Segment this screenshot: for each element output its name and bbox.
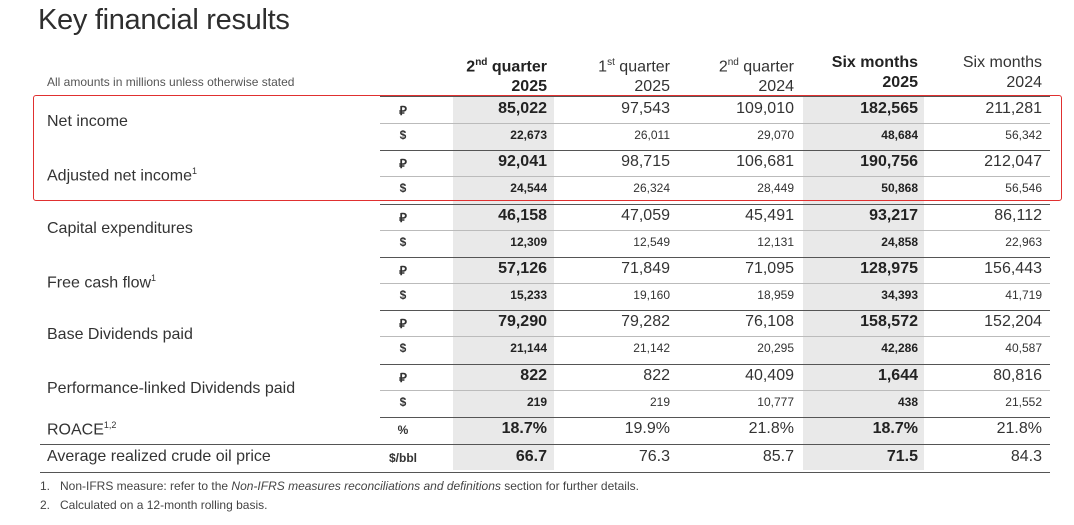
row-label: [47, 420, 116, 439]
row-label-text: Performance-linked Dividends paid: [47, 379, 296, 397]
value-sar: 182,565: [860, 100, 918, 117]
footnote-text-post: section for further details.: [500, 479, 639, 493]
row-rule: [40, 472, 1050, 473]
value-usd: 438: [897, 394, 918, 409]
row-mid-rule: [380, 390, 1050, 391]
unit-sar: ⃁: [399, 103, 407, 118]
highlight-box: [33, 95, 1062, 201]
row-label-text: Free cash flow: [47, 274, 152, 292]
row-rule: [380, 204, 1050, 205]
row-label: [47, 326, 193, 344]
value-sar: 47,059: [621, 206, 670, 224]
row-label: [47, 448, 271, 466]
value-usd: 21,142: [633, 341, 670, 356]
value-sar: 106,681: [736, 153, 794, 171]
column-header-year: 2025: [511, 78, 547, 96]
unit-usd: $: [399, 287, 407, 302]
row-rule: [380, 417, 1050, 418]
row-label: [47, 273, 156, 292]
value: 85.7: [762, 448, 794, 465]
value-usd: 10,777: [757, 394, 794, 409]
column-header-line1: [902, 53, 1042, 73]
value-usd: 12,131: [757, 234, 794, 249]
row-label-text: Adjusted net income: [47, 167, 192, 185]
row-rule: [380, 257, 1050, 258]
value-usd: 22,963: [1005, 234, 1042, 249]
column-header: [778, 53, 918, 93]
row-label-text: Average realized crude oil price: [47, 448, 271, 465]
value-sar: 190,756: [860, 153, 918, 171]
value-usd: 48,684: [881, 128, 918, 142]
value-sar: 97,543: [621, 100, 670, 117]
page-title: Key financial results: [38, 4, 290, 36]
value-usd: 219: [649, 394, 670, 409]
column-header: [902, 53, 1042, 93]
column-header-rest: quarter: [487, 58, 547, 76]
value: 84.3: [1010, 448, 1042, 465]
value-usd: 21,144: [510, 341, 547, 356]
unit-label: %: [397, 423, 409, 437]
column-header-main: 2: [718, 58, 728, 76]
value-usd: 219: [526, 394, 547, 409]
value-usd: 56,546: [1005, 181, 1042, 196]
value-sar: 57,126: [498, 259, 547, 277]
column-header: [407, 53, 547, 97]
value-usd: 34,393: [881, 287, 918, 302]
unit-sar: ⃁: [399, 369, 407, 385]
value-sar: 76,108: [745, 313, 794, 331]
value-sar: 71,849: [621, 259, 670, 277]
value-usd: 26,324: [633, 181, 670, 196]
value-sar: 1,644: [877, 366, 918, 384]
column-header-main: Six months: [831, 54, 918, 71]
value-sar: 156,443: [984, 259, 1042, 277]
value-usd: 20,295: [757, 341, 794, 356]
column-header-main: 1: [598, 58, 608, 76]
value-sar: 79,282: [621, 313, 670, 331]
value-sar: 79,290: [498, 313, 547, 331]
value-sar: 212,047: [984, 153, 1042, 171]
column-header: [530, 53, 670, 97]
value-usd: 41,719: [1005, 287, 1042, 302]
value-sar: 71,095: [745, 259, 794, 277]
value-sar: 93,217: [869, 206, 918, 224]
row-label-sup: 1: [151, 272, 157, 283]
column-header-main: 2: [466, 58, 476, 76]
value-sar: 80,816: [993, 366, 1042, 384]
row-label-sup: 1: [191, 166, 197, 177]
column-header-line1: [530, 53, 670, 77]
value: 76.3: [638, 448, 670, 465]
value-usd: 24,544: [510, 181, 547, 196]
column-header-rest: quarter: [738, 58, 794, 76]
value-sar: 822: [643, 366, 670, 384]
unit-usd: $: [399, 181, 407, 196]
value-sar: 85,022: [498, 100, 547, 117]
unit-usd: $: [399, 341, 407, 356]
column-header-sup: st: [607, 57, 615, 68]
value-sar: 86,112: [994, 206, 1042, 224]
value: 18.7%: [501, 420, 547, 437]
column-header-year: 2025: [634, 78, 670, 96]
value-sar: 92,041: [498, 153, 547, 171]
footnote-2: [40, 498, 267, 512]
value-sar: 211,281: [985, 100, 1042, 117]
value-usd: 56,342: [1005, 128, 1042, 142]
row-label-text: Base Dividends paid: [47, 326, 193, 344]
row-label-sup: 1,2: [103, 420, 117, 430]
value-usd: 28,449: [757, 181, 794, 196]
value-usd: 18,959: [757, 287, 794, 302]
row-label: [47, 220, 193, 238]
value-sar: 46,158: [498, 206, 547, 224]
footnote-number: 2.: [40, 498, 51, 512]
column-header-line1: [407, 53, 547, 77]
row-label: [47, 380, 295, 398]
unit-usd: $: [399, 394, 407, 409]
value: 18.7%: [872, 420, 918, 437]
value-usd: 12,549: [633, 234, 670, 249]
value-sar: 128,975: [860, 259, 918, 277]
value-usd: 40,587: [1005, 341, 1042, 356]
row-label-text: Capital expenditures: [47, 219, 193, 237]
row-mid-rule: [380, 283, 1050, 284]
column-header-line1: [778, 53, 918, 73]
unit-sar: ⃁: [399, 156, 407, 172]
row-mid-rule: [380, 336, 1050, 337]
footnote-text-italic: Non-IFRS measures reconciliations and definitions: [231, 479, 501, 493]
units-note: All amounts in millions unless otherwise stated: [47, 75, 295, 89]
value: 19.9%: [624, 420, 670, 437]
value-sar: 45,491: [745, 206, 794, 224]
value-sar: 98,715: [621, 153, 670, 171]
unit-sar: ⃁: [399, 262, 407, 278]
value-usd: 19,160: [633, 287, 670, 302]
value-sar: 158,572: [860, 313, 918, 331]
row-rule: [380, 364, 1050, 365]
column-header-year: 2024: [758, 78, 794, 96]
value-sar: 109,010: [736, 100, 794, 117]
column-header-line1: [654, 53, 794, 77]
value-usd: 26,011: [634, 128, 670, 142]
footnote-text-pre: Non-IFRS measure: refer to the: [60, 479, 232, 493]
column-header-year: 2025: [882, 74, 918, 91]
column-header-rest: quarter: [614, 58, 670, 76]
value-usd: 21,552: [1005, 394, 1042, 409]
value-sar: 152,204: [984, 313, 1042, 331]
column-header-year: 2024: [1006, 74, 1042, 91]
value-usd: 24,858: [881, 234, 918, 249]
value-usd: 42,286: [881, 341, 918, 356]
unit-usd: $: [399, 128, 407, 142]
unit-sar: ⃁: [399, 209, 407, 225]
value-sar: 822: [520, 366, 547, 384]
footnote-1: [40, 479, 639, 493]
value: 21.8%: [996, 420, 1042, 437]
row-mid-rule: [380, 230, 1050, 231]
unit-label: $/bbl: [388, 451, 417, 465]
column-header-sup: nd: [727, 57, 739, 68]
value-usd: 29,070: [757, 128, 794, 142]
footnote-text-pre: Calculated on a 12-month rolling basis.: [60, 498, 268, 512]
value-usd: 15,233: [510, 287, 547, 302]
value: 71.5: [886, 448, 918, 465]
row-label-text: Net income: [47, 113, 128, 130]
column-header-main: Six months: [962, 54, 1042, 71]
value: 66.7: [515, 448, 547, 465]
row-rule: [380, 310, 1050, 311]
value-usd: 12,309: [510, 234, 547, 249]
row-rule: [40, 444, 1050, 445]
column-header-sup: nd: [475, 57, 488, 68]
value-sar: 40,409: [745, 366, 794, 384]
unit-sar: ⃁: [399, 316, 407, 332]
row-label-text: ROACE: [47, 421, 104, 439]
value-usd: 50,868: [881, 181, 918, 196]
value: 21.8%: [748, 420, 794, 437]
value-usd: 22,673: [510, 128, 547, 142]
unit-usd: $: [399, 234, 407, 249]
column-header: [654, 53, 794, 97]
footnote-number: 1.: [40, 479, 51, 493]
